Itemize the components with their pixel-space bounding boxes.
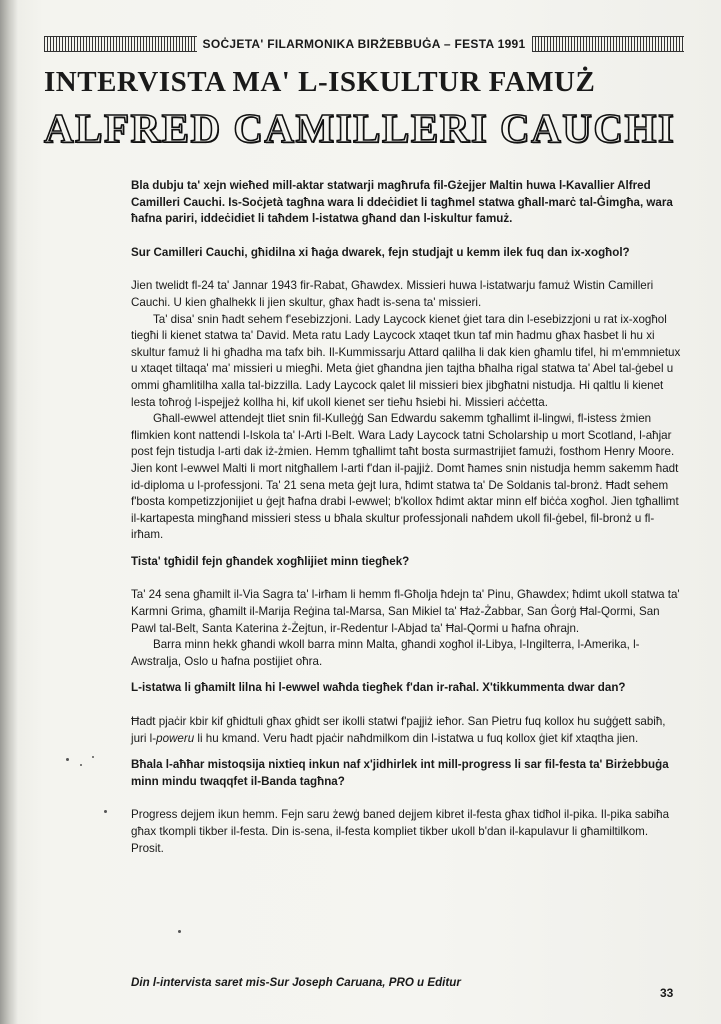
header-hatch-left [44, 36, 197, 52]
answer-1-paragraph: Jien twelidt fl-24 ta' Jannar 1943 fir-Rabat, Għawdex. Missieri huwa l-istatwarju famuż Wistin Camilleri Cauchi. U kien għalhekk li jien skultur, għax ħadt is-sena ta' missieri. [131, 279, 654, 309]
article-body [131, 178, 682, 857]
print-speck [80, 764, 82, 766]
header-hatch-right [532, 36, 685, 52]
question-4: Bħala l-aħħar mistoqsija nixtieq inkun naf x'jidhirlek int mill-progress li sar fil-festa ta' Birżebbuġa minn mindu twaqqfet il-Banda tagħna? [131, 758, 669, 788]
running-header [44, 36, 684, 52]
answer-3-emphasis: poweru [156, 731, 195, 745]
print-speck [92, 756, 94, 758]
answer-3-paragraph [131, 714, 682, 747]
header-text: SOĊJETA' FILARMONIKA BIRŻEBBUĠA – FESTA 1991 [202, 37, 526, 51]
question-1: Sur Camilleri Cauchi, għidilna xi ħaġa dwarek, fejn studjajt u kemm ilek fuq dan ix-xogħol? [131, 245, 630, 259]
binding-shadow [0, 0, 18, 1024]
print-speck [178, 930, 181, 933]
print-speck [104, 810, 107, 813]
page-number: 33 [660, 986, 674, 1000]
question-3: L-istatwa li għamilt lilna hi l-ewwel waħda tiegħek f'dan ir-raħal. X'tikkummenta dwar dan? [131, 681, 626, 695]
question-2: Tista' tgħidil fejn għandek xogħlijiet minn tiegħek? [131, 554, 410, 568]
footer-credit: Din l-intervista saret mis-Sur Joseph Caruana, PRO u Editur [131, 976, 461, 989]
answer-2-paragraph: Barra minn hekk għandi wkoll barra minn Malta, għandi xogħol il-Libya, l-Ingilterra, l-Amerika, l-Awstralja, Oslo u ħafna postijiet oħra. [131, 638, 640, 668]
answer-2-paragraph: Ta' 24 sena għamilt il-Via Sagra ta' l-irħam li hemm fl-Għolja ħdejn ta' Pinu, Għawdex; ħdimt ukoll statwa ta' Karmni Grima, għamilt il-Marija Reġina tal-Marsa, San Mikiel ta' Ħaż-Żabbar, San Ġorġ Ħal-Qormi, San Pawl tal-Belt, Santa Katerina ż-Żejtun, ir-Redentur l-Abjad ta' Ħal-Qormi u ħafna oħrajn. [131, 588, 680, 635]
title-line-2: ALFRED CAMILLERI CAUCHI [44, 105, 676, 151]
answer-1-paragraph: Ta' disa' snin ħadt sehem f'esebizzjoni. Lady Laycock kienet ġiet tara din l-esebizzjoni u rat ix-xogħol tiegħi li kienet statwa ta' David. Meta ratu Lady Laycock xtaqet tkun taf min ħadmu għax ħasbet li hu xi skultur famuż li hi għadha ma tafx bih. Il-Kummissarju Attard qalilha li dak kien għamlu tifel, hi m'emmnietux u xtaqet tiltaqa' ma' missieri u miegħi. Meta ġiet għandna jien tajtha bħalha rigal statwa ta' Abel tal-ġebel u ommi għamlitilha xalla tal-bizzilla. Lady Laycock qalet lil missieri biex jibgħatni nistudja. Hi qaltlu li kienet lesta toħroġ l-ispejjeż kollha hi, kif ukoll kienet ser tieħu ħsiebi hi. Missieri aċċetta. [131, 312, 681, 409]
print-speck [66, 758, 69, 761]
answer-3-text-start: Ħadt pjaċir kbir kif għidtuli għax għidt ser ikolli statwi f'pajjiż ieħor. San Pietru fuq kollox hu suġġett sabiħ, juri l- [131, 715, 666, 745]
answer-4-paragraph: Progress dejjem ikun hemm. Fejn saru żewġ baned dejjem kibret il-festa għax tidħol il-pika. Il-pika sabiħa għax tkompli tikber il-festa. Din is-sena, il-festa kompliet tikber ukoll b'dan il-kapulavur li għamiltilkom. Prosit. [131, 808, 670, 855]
answer-1-paragraph: Għall-ewwel attendejt tliet snin fil-Kulleġġ San Edwardu sakemm tgħallimt il-lingwi, fl-istess żmien flimkien kont nattendi l-Iskola ta' l-Arti l-Belt. Wara Lady Laycock tatni Scholarship u mort Scotland, l-aħjar post fejn tistudja l-arti dak iż-żmien. Hemm tgħallimt taħt bosta surmastrijiet famużi, fosthom Henry Moore. Jien kont l-ewwel Malti li mort nitgħallem l-arti f'dan il-pajjiż. Domt ħames snin nistudja hemm sakemm ħadt id-diploma u l-professjoni. Ta' 21 sena meta ġejt lura, ħdimt statwa ta' De Soldanis tal-bronż. Ħadt sehem f'bosta kompetizzjonijiet u ġejt ħafna drabi l-ewwel; b'kollox ħdimt aktar minn elf biċċa xogħol. Jien tgħallimt il-kartapesta mingħand missieri stess u bħala skultur professjonali naħdem ukoll fil-ġebel, fil-bronż u fl-irħam. [131, 412, 679, 542]
intro-paragraph: Bla dubju ta' xejn wieħed mill-aktar statwarji magħrufa fil-Gżejjer Maltin huwa l-Kavallier Alfred Camilleri Cauchi. Is-Soċjetà tagħna wara li ddeċidiet li tagħmel statwa għall-marċ tal-Ġimgħa, wara ħafna pariri, iddeċidiet li taħdem l-istatwa għand dan l-iskultur famuż. [131, 179, 673, 226]
title-line-1: INTERVISTA MA' L-ISKULTUR FAMUŻ [44, 66, 596, 98]
answer-3-text-end: li hu kmand. Veru ħadt pjaċir naħdmilkom din l-istatwa u fuq kollox ġiet kif xtaqtha jien. [194, 731, 639, 745]
